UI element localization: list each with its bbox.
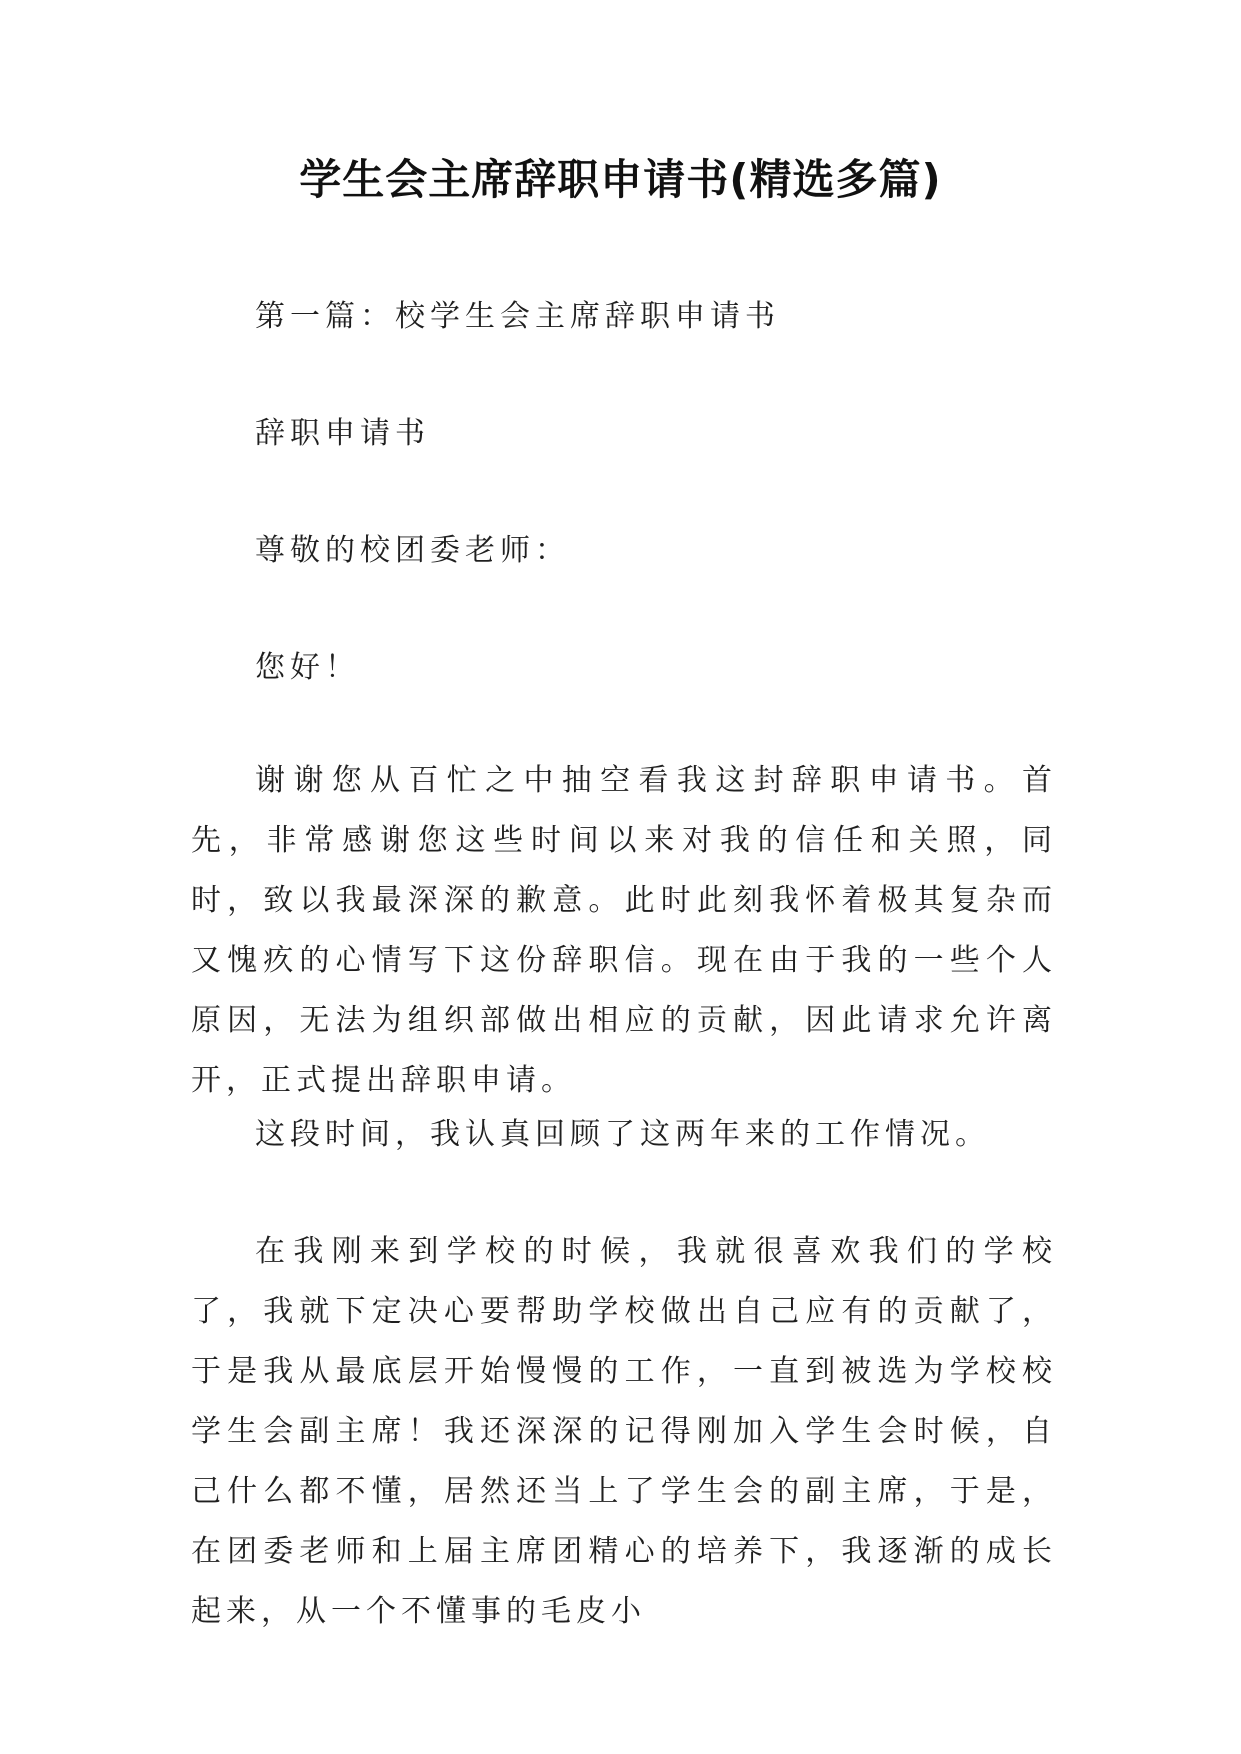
- salutation: 尊敬的校团委老师：: [255, 533, 570, 568]
- body-paragraph: 谢谢您从百忙之中抽空看我这封辞职申请书。首先，非常感谢您这些时间以来对我的信任和关照，同时，致以我最深深的歉意。此时此刻我怀着极其复杂而又愧疚的心情写下这份辞职信。现在由于我的一些个人原因，无法为组织部做出相应的贡献，因此请求允许离开，正式提出辞职申请。: [191, 763, 1057, 1098]
- body-paragraph: 在我刚来到学校的时候，我就很喜欢我们的学校了，我就下定决心要帮助学校做出自己应有的贡献了，于是我从最底层开始慢慢的工作，一直到被选为学校校学生会副主席！我还深深的记得刚加入学生会时候，自己什么都不懂，居然还当上了学生会的副主席，于是，在团委老师和上届主席团精心的培养下，我逐渐的成长起来，从一个不懂事的毛皮小: [191, 1234, 1057, 1629]
- body-paragraph: 这段时间，我认真回顾了这两年来的工作情况。: [255, 1117, 990, 1152]
- letter-title: 辞职申请书: [255, 416, 430, 451]
- greeting: 您好！: [255, 650, 360, 685]
- document-title: 学生会主席辞职申请书(精选多篇): [299, 155, 942, 204]
- section-heading: 第一篇：校学生会主席辞职申请书: [255, 299, 780, 334]
